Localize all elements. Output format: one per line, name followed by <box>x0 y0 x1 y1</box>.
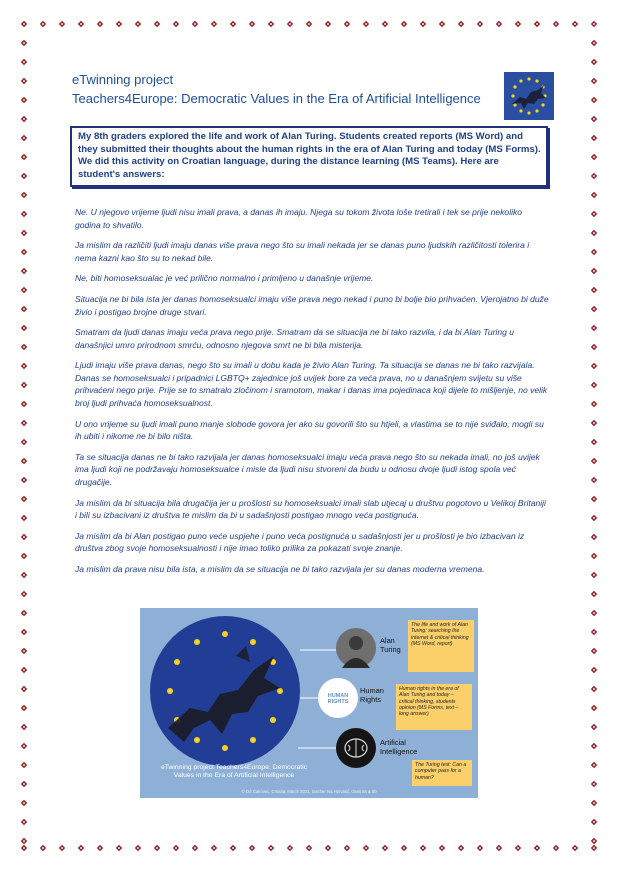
student-answer: Ja mislim da bi Alan postigao puno veće uspjehe i puno veća postignuća u sadašnjosti jer u prošlosti je bio izbacivan iz društva zbog svoje homoseksualnosti i nije imao toliko prilika za pokazati svoje znanje. <box>75 530 525 554</box>
student-answer: Ja mislim da prava nisu bila ista, a mislim da se situacija ne bi tako razvijala jer su danas moderna vremena. <box>75 563 485 574</box>
student-answer: Ne. U njegovo vrijeme ljudi nisu imali prava, a danas ih imaju. Njega su tokom života loše tretirali i tek se prije nekoliko godina to shvatilo. <box>75 207 523 230</box>
topic-label-human-rights: Human Rights <box>360 686 384 704</box>
student-answer: Ljudi imaju više prava danas, nego što su imali u dobu kada je živio Alan Turing. Ta situacija se danas ne bi tako razvijala. Danas se homoseksualci i pripadnici LGBTQ+ zajednice još uvijek bore za veća prava, no u današnjem svijetu su više prihvaćeni nego prije. Prije se to smatralo zločinom i sramotom, makar i danas ima pojedinaca koji dijele to mišljenje, no velik broj ljudi prihvaća homoseksualnost. <box>75 360 548 408</box>
poster-caption: eTwinning project Teachers4Europe: Democratic Values in the Era of Artificial Intelligence <box>160 764 308 780</box>
note-alan-turing: The life and work of Alan Turing: searching the internet & critical thinking (MS Word, report) <box>408 620 474 672</box>
eu-flag-logo-image <box>504 72 554 120</box>
topic-label-artificial-intelligence: Artificial Intelligence <box>380 738 418 756</box>
student-answer: Ja mislim da bi situacija bila drugačija jer u prošlosti su homoseksualci imali slab utjecaj u društvu pogotovo u Velikoj Britaniji i bili su izbacivani iz društva te mislim da bi u sadašnjosti postigao mnogo veća postignuća. <box>75 497 546 520</box>
project-title <box>72 72 512 107</box>
student-answer: Ja mislim da različiti ljudi imaju danas više prava nego što su imali nekada jer se danas puno ljudskih različitosti tolerira i nema kazni kao što su to nekad bile. <box>75 240 530 263</box>
student-answer: Smatram da ljudi danas imaju veća prava nego prije. Smatram da se situacija ne bi tako razvila, i da bi Alan Turing u današnjici umro prirodnom smrću, odnosno njegova smrt ne bi bila misterija. <box>75 327 514 350</box>
note-human-rights: Human rights in the era of Alan Turing and today – critical thinking, students opinion (MS Forms, text – long answer) <box>396 684 472 730</box>
human-rights-badge: HUMAN RIGHTS <box>318 678 358 718</box>
student-answer: Situacija ne bi bila ista jer danas homoseksualci imaju više prava nego nekad i puno bi bolje bio prihvaćen. Vjerojatno bi duže živio i postigao brojne druge stvari. <box>75 294 549 317</box>
alan-turing-photo <box>336 628 376 668</box>
intro-text-box: My 8th graders explored the life and work of Alan Turing. Students created reports (MS Word) and they submitted their thoughts about the human rights in the era of Alan Turing and today (MS Forms). We did this activity on Croatian language, during the distance learning (MS Teams). Here are student's answers: <box>70 126 548 187</box>
project-poster-image <box>140 608 478 798</box>
student-answer: U ono vrijeme su ljudi imali puno manje slobode govora jer ako su govorili što su htjeli, a vlastima se to nije sviđalo, mogli su ih ubiti i nikome ne bi bilo ništa. <box>75 418 544 442</box>
project-title-line2: Teachers4Europe: Democratic Values in the Era of Artificial Intelligence <box>72 91 481 106</box>
student-answers <box>75 206 550 584</box>
student-answer: Ne, biti homoseksualac je već prilično normalno i primljeno u današnje vrijeme. <box>75 273 374 284</box>
student-answer: Ta se situacija danas ne bi tako razvijala jer danas homoseksualci imaju veća prava nego što su nekada imali, no još uvijek ima ljudi koji ne podržavaju homoseksualce i misle da ljudi nisu stvoreni da budu u odnosu dvoje ljudi istog spola već drugačije. <box>75 451 540 487</box>
project-title-line1: eTwinning project <box>72 72 174 87</box>
topic-label-alan-turing: Alan Turing <box>380 636 401 654</box>
poster-footer: © OŠ Čakovec, Croatia, March 2021, teacher Iva Horvatić, class 8a & 8b <box>241 789 377 794</box>
ai-brain-icon <box>336 728 376 768</box>
note-turing-test: The Turing test: Can a computer pass for a human? <box>412 760 472 786</box>
